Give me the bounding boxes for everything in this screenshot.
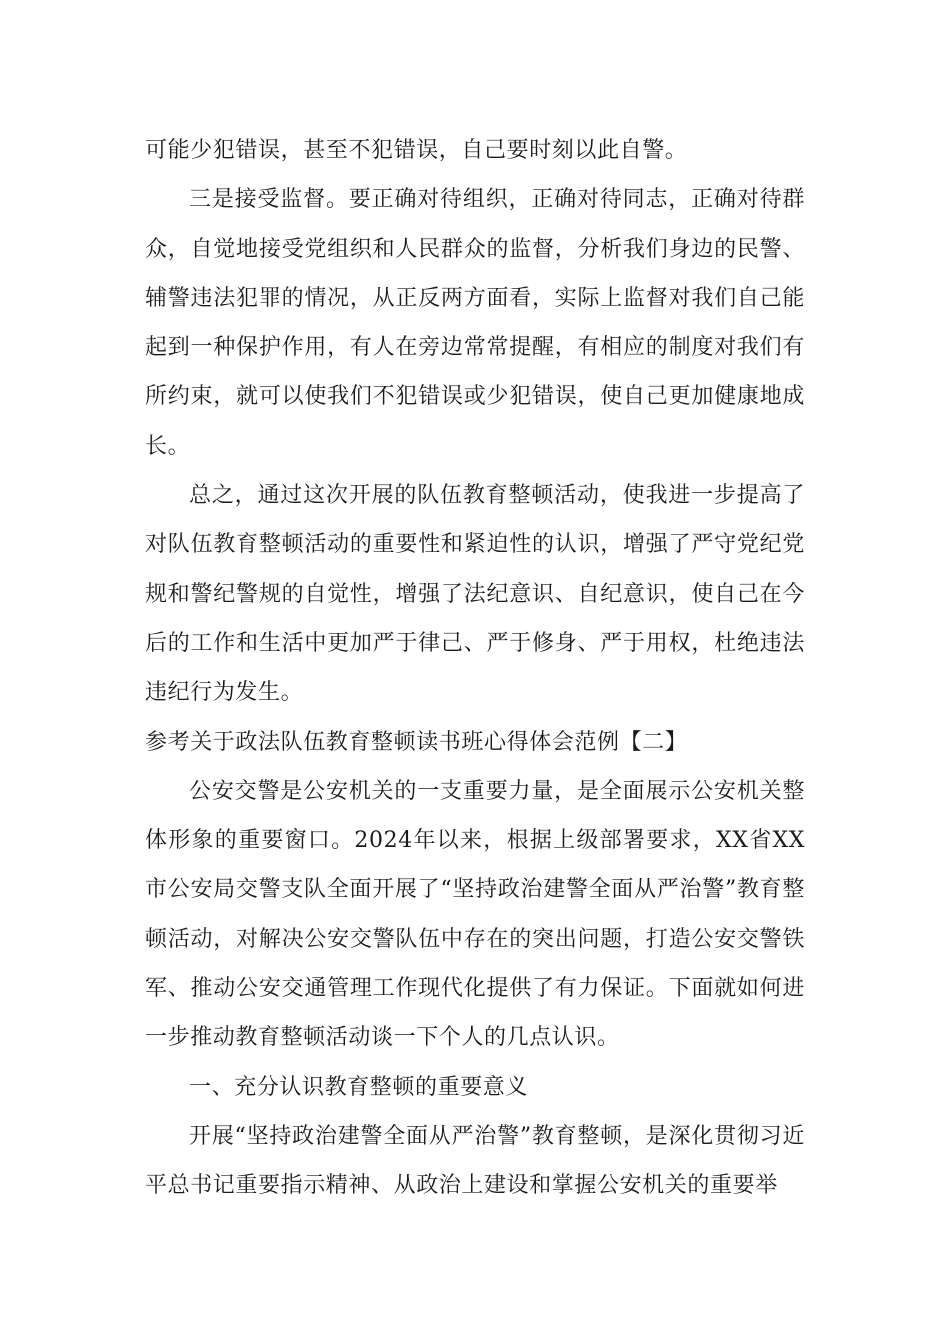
paragraph-traffic-police-intro: 公安交警是公安机关的一支重要力量，是全面展示公安机关整体形象的重要窗口。2024年以来，根据上级部署要求，XX省XX市公安局交警支队全面开展了“坚持政治建警全面从严治警”教育整顿活动，对解决公安交警队伍中存在的突出问题，打造公安交警铁军、推动公安交通管理工作现代化提供了有力保证。下面就如何进一步推动教育整顿活动谈一下个人的几点认识。: [145, 778, 805, 1051]
paragraph-continuation: 可能少犯错误，甚至不犯错误，自己要时刻以此自警。: [145, 138, 688, 163]
paragraph-conclusion: 总之，通过这次开展的队伍教育整顿活动，使我进一步提高了对队伍教育整顿活动的重要性和紧迫性的认识，增强了严守党纪党规和警纪警规的自觉性，增强了法纪意识、自纪意识，使自己在今后的工作和生活中更加严于律己、严于修身、严于用权，杜绝违法违纪行为发生。: [145, 483, 805, 706]
section-heading-example-two: 参考关于政法队伍教育整顿读书班心得体会范例【二】: [145, 729, 688, 755]
paragraph-accept-supervision: 三是接受监督。要正确对待组织，正确对待同志，正确对待群众，自觉地接受党组织和人民群众的监督，分析我们身边的民警、辅警违法犯罪的情况，从正反两方面看，实际上监督对我们自己能起到一种保护作用，有人在旁边常常提醒，有相应的制度对我们有所约束，就可以使我们不犯错误或少犯错误，使自己更加健康地成长。: [145, 187, 805, 459]
paragraph-significance-body: 开展“坚持政治建警全面从严治警”教育整顿，是深化贯彻习近平总书记重要指示精神、从政治上建设和掌握公安机关的重要举: [145, 1123, 805, 1199]
subheading-significance: 一、充分认识教育整顿的重要意义: [189, 1074, 529, 1100]
document-body: [145, 126, 805, 1211]
